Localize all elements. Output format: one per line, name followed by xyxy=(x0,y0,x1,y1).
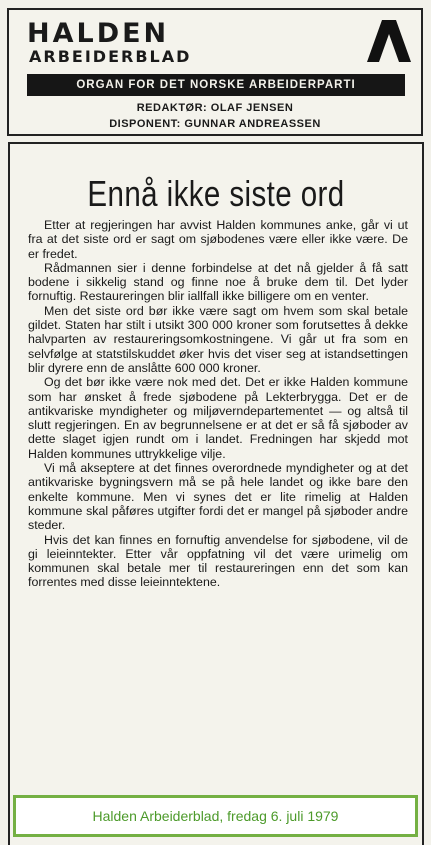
masthead xyxy=(7,8,423,136)
newspaper-title: HALDEN xyxy=(27,18,170,49)
article xyxy=(8,142,424,845)
article-paragraph: Vi må akseptere at det finnes overordnede myndigheter og at det antikvariske bygningsvern må se på hele landet og ikke bare den enkelte kommune. Men vi synes det er lite rimelig at Halden kommune skal påføres utgifter fordi det er mangel på sjøboder andre steder. xyxy=(28,461,408,533)
newspaper-subtitle: ARBEIDERBLAD xyxy=(29,47,192,66)
party-banner: ORGAN FOR DET NORSKE ARBEIDERPARTI xyxy=(27,74,405,96)
a-logo-icon xyxy=(367,18,411,64)
article-body xyxy=(28,218,408,590)
article-paragraph: Men det siste ord bør ikke være sagt om hvem som skal betale gildet. Staten har stilt i utsikt 300 000 kroner som forutsettes å dekke halvparten av restaureringsomkostningene. Vi går ut fra som en selvfølge at statstilskuddet øker hvis det viser seg at istandsettingen blir dyrere enn de anslåtte 600 000 kroner. xyxy=(28,303,408,375)
source-caption: Halden Arbeiderblad, fredag 6. juli 1979 xyxy=(13,795,418,837)
article-headline: Ennå ikke siste ord xyxy=(87,173,345,214)
article-paragraph: Rådmannen sier i denne forbindelse at det nå gjelder å få satt bodene i sikkelig stand og finne noe å bruke dem til. Det lyder fornuftig. Restaureringen blir iallfall ikke billigere om en venter. xyxy=(28,260,408,304)
editor-line: REDAKTØR: OLAF JENSEN xyxy=(136,102,294,114)
article-paragraph: Hvis det kan finnes en fornuftig anvendelse for sjøbodene, vil de gi leieinntekter. Etter vår oppfatning vil det være urimelig om kommunen skal betale mer til restaureringen enn det som kan forrentes med disse leieinntektene. xyxy=(28,532,408,590)
manager-line: DISPONENT: GUNNAR ANDREASSEN xyxy=(109,118,321,130)
article-paragraph: Etter at regjeringen har avvist Halden kommunes anke, går vi ut fra at det siste ord er sagt om sjøbodenes være eller ikke være. De er fredet. xyxy=(28,218,408,261)
article-paragraph: Og det bør ikke være nok med det. Det er ikke Halden kommune som har ønsket å frede sjøbodene på Lekterbrygga. Det er de antikvariske myndigheter og miljøverndepartementet — og altså til slutt regjeringen. En av begrunnelsene er at det er så få sjøboder av dette slaget igjen rundt om i landet. Fredningen har skjedd mot Halden kommunes uttrykkelige vilje. xyxy=(28,375,408,461)
